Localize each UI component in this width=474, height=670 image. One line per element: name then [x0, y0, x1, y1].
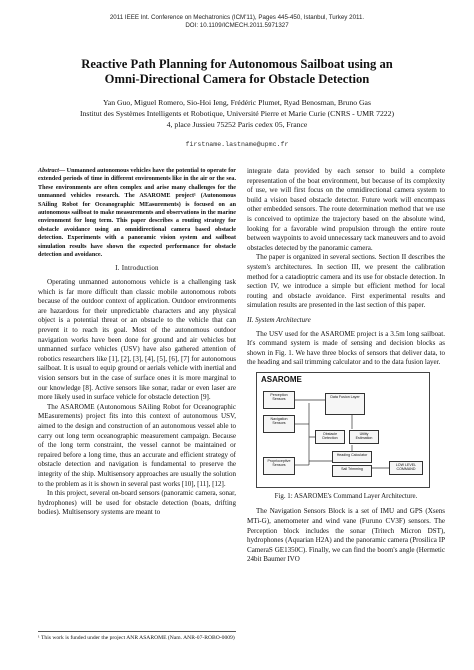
navigation-sensors-box: Navigation Sensors [263, 415, 295, 433]
heading-calculator-box: Heading Calculator [332, 451, 372, 463]
author-block [30, 97, 444, 130]
abstract [38, 167, 236, 259]
figure-caption: Fig. 1: ASAROME's Command Layer Architecture. [274, 492, 418, 500]
paragraph: integrate data provided by each sensor to build a complete representation of the boat environment, but because of its complexity of use, we will first focus on the omnidirectional camera system to build a vision based obstacle detector. Future work will encompass other embedded sensors. The route determination method that we use is conceived to optimize the trajectory based on the absolute wind, looking for a favorable wind propulsion through the entire route between waypoints to avoid unnecessary tack maneuvers and to avoid obstacles detected by the panoramic camera. [247, 167, 445, 252]
utility-estimation-box: Utility Estimation [349, 430, 379, 444]
paragraph: The paper is organized in several sections. Section II describes the system's architectures. In section III, we present the calibration method for a catadioptric camera and its use for obstacle detection. In section IV, we introduce a simple but efficient method for local routing and obstacle avoidance. First experimental results and simulation results are presented in the last section of this paper. [247, 253, 445, 310]
proprioceptive-sensors-box: Proprioceptive Sensors [263, 457, 295, 475]
sail-trimming-box: Sail Trimming [332, 465, 372, 477]
paragraph: The ASAROME (Autonomous SAiling Robot for Oceanographic MEasurements) project fits into this context of autonomous USV, aimed to the design and construction of an autonomous vessel able to carry out long term oceanographic measurement campaign. Because of the long term constraint, the vessel cannot be maintained or repaired before a long time, thus an accurate and efficient strategy of obstacle detection and navigation is fundamental to preserve the integrity of the ship. Multisensory approaches are usually the solution to the problem as it is shown in several past works [10], [11], [12]. [38, 402, 236, 488]
address: 4, place Jussieu 75252 Paris cedex 05, France [166, 120, 308, 129]
section-heading-introduction: I. Introduction [115, 264, 159, 273]
email: firstname.lastname@upmc.fr [185, 141, 289, 148]
right-column [247, 167, 445, 565]
title-line-1: Reactive Path Planning for Autonomous Sailboat using an [81, 57, 393, 71]
section-heading-system-architecture: II. System Architecture [247, 315, 311, 324]
data-fusion-box: Data Fusion Layer [325, 393, 365, 415]
author-names: Yan Guo, Miguel Romero, Sio-Hoi Ieng, Frédéric Plumet, Ryad Benosman, Bruno Gas [103, 98, 371, 107]
obstacle-detection-box: Obstacle Detection [315, 430, 345, 444]
conference-line: 2011 IEEE Int. Conference on Mechatronics (ICM'11), Pages 445-450, Istanbul, Turkey 2011. [109, 14, 365, 21]
paragraph: The USV used for the ASAROME project is a 3.5m long sailboat. It's command system is made of sensing and decision blocks as shown in Fig. 1. We have three blocks of sensors that deliver data, to the heading and sail trimming calculator and to the data fusion layer. [247, 329, 445, 367]
abstract-label: Abstract [38, 168, 59, 174]
low-level-command-box: LOW LEVEL COMMAND [389, 461, 423, 475]
doi-line: DOI: 10.1109/ICMECH.2011.5971327 [185, 22, 289, 30]
paper-title [30, 57, 444, 87]
figure-label: ASAROME [261, 374, 302, 384]
title-line-2: Omni-Directional Camera for Obstacle Detection [104, 72, 370, 86]
conference-header [0, 14, 474, 30]
left-column [38, 167, 236, 518]
abstract-text: — Unmanned autonomous vehicles have the potential to operate for extended periods of time in different environments like in the air or the sea. These environments are often complex and arise many challenges for the unmanned vehicles research. The ASAROME project¹ (Autonomous SAiling Robot for Oceanographic MEasurements) is focused on an autonomous sailboat to make measurements and observations in the marine environment for long term. This paper describes a routing strategy for obstacle avoidance using an omnidirectional camera based obstacle detection. Experiments with a panoramic vision system and sailboat simulation results have shown the expected performance for obstacle detection and avoidance. [38, 168, 236, 259]
perception-sensors-box: Perception Sensors [263, 391, 295, 409]
affiliation: Institut des Systèmes Intelligents et Robotique, Université Pierre et Marie Curie (CNRS - UMR 7222) [79, 109, 395, 118]
paragraph: In this project, several on-board sensors (panoramic camera, sonar, hydrophones) will be used for obstacle detection (boats, drifting bodies). Multisensory systems are meant to [38, 489, 236, 517]
paragraph: The Navigation Sensors Block is a set of IMU and GPS (Xsens MTi-G), anemometer and wind vane (Furuno CV3F) sensors. The Perception block includes the sonar (Tritech Micron DST), hydrophones (Aquarian H2A) and the panoramic camera (Prosilica IP CameraS GE1350C). Finally, we can find the boom's angle (Hermetic 24bit Baumer IVO [247, 507, 445, 564]
footnote: ¹ This work is funded under the project ANR ASAROME (Nam. ANR-07-ROBO-0009) [38, 631, 236, 642]
architecture-figure [256, 372, 430, 488]
paragraph: Operating unmanned autonomous vehicle is a challenging task which is far more difficult than classic mobile autonomous robots because of the outdoor context of application. Outdoor environments are hazardous for their unpredictable characters and any physical object is a potential threat or an obstacle to the vehicle that can prevent it to reach its goal. Most of the autonomous outdoor navigation works have been done for ground and air vehicles but unmanned surface vehicles (USV) have also gathered attention of robotics researchers like [1], [2], [3], [4], [5], [6], [7] for autonomous sailboat. It is usual to equip ground or aerials vehicle with inertial and vision sensors but in the case of surface ones it is more marginal to our knowledge [8]. Active sensors like sonar, radar or even laser are more likely used in surface vehicle for obstacle detection [9]. [38, 278, 236, 402]
